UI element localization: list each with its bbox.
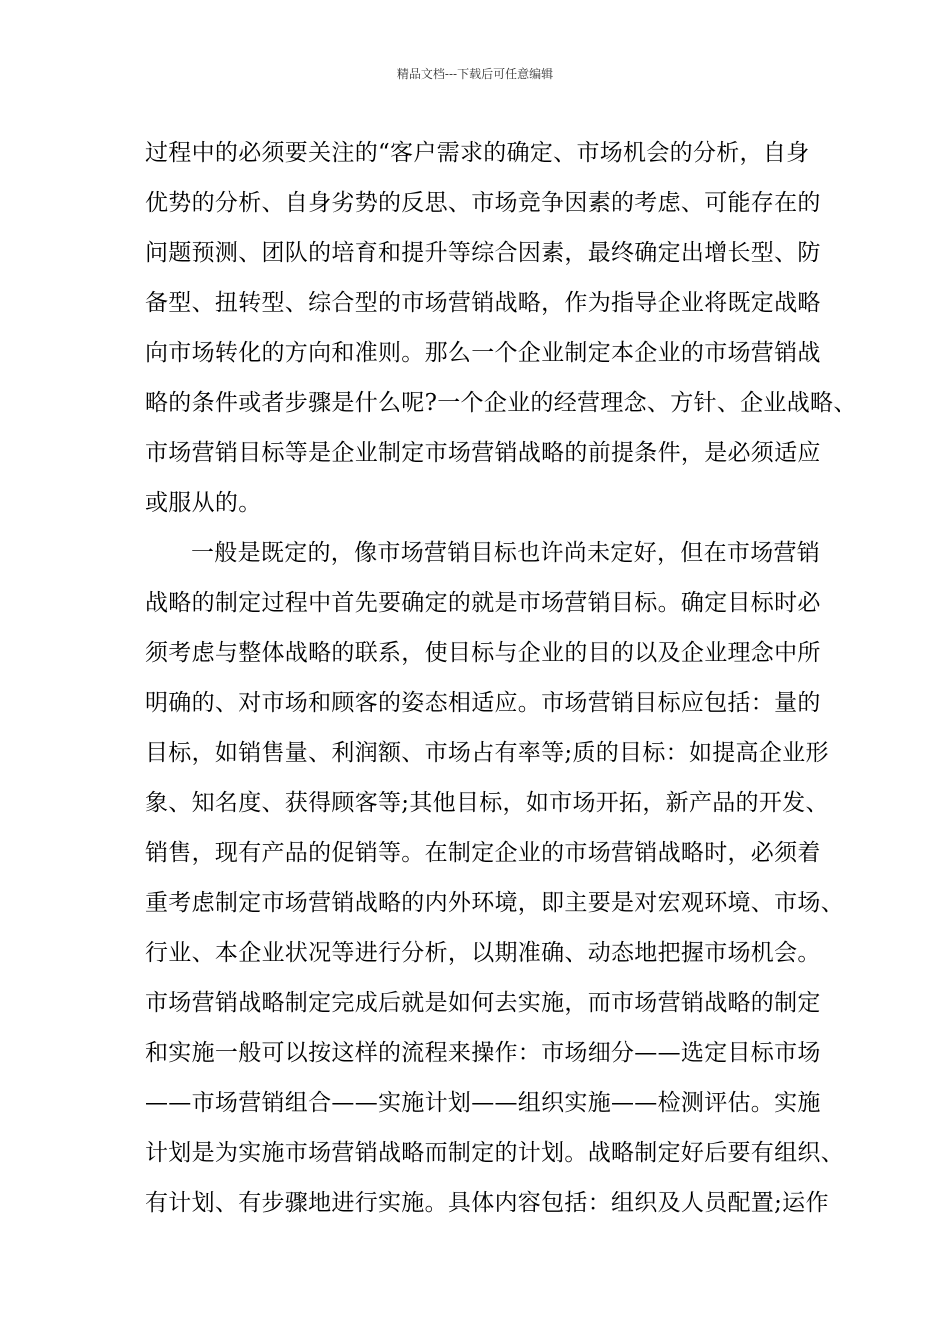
text-line: 战略的制定过程中首先要确定的就是市场营销目标。确定目标时必 bbox=[145, 590, 821, 616]
paragraph-2 bbox=[145, 533, 844, 1233]
text-line: 销售，现有产品的促销等。在制定企业的市场营销战略时，必须着 bbox=[145, 840, 821, 866]
text-line: 向市场转化的方向和准则。那么一个企业制定本企业的市场营销战 bbox=[145, 340, 821, 366]
document-body bbox=[145, 133, 857, 1233]
text-line: 目标，如销售量、利润额、市场占有率等;质的目标：如提高企业形 bbox=[145, 740, 829, 766]
page-header: 精品文档---下载后可任意编辑 bbox=[396, 67, 554, 81]
text-line: 计划是为实施市场营销战略而制定的计划。战略制定好后要有组织、 bbox=[145, 1140, 844, 1166]
text-line: 一般是既定的，像市场营销目标也许尚未定好，但在市场营销 bbox=[191, 540, 821, 566]
text-line: 略的条件或者步骤是什么呢?一个企业的经营理念、方针、企业战略、 bbox=[145, 390, 857, 416]
text-line: 重考虑制定市场营销战略的内外环境，即主要是对宏观环境、市场、 bbox=[145, 890, 844, 916]
paragraph-1 bbox=[145, 133, 857, 533]
text-line: 问题预测、团队的培育和提升等综合因素，最终确定出增长型、防 bbox=[145, 240, 821, 266]
text-line: ——市场营销组合——实施计划——组织实施——检测评估。实施 bbox=[145, 1090, 821, 1116]
text-line: 明确的、对市场和顾客的姿态相适应。市场营销目标应包括：量的 bbox=[145, 690, 821, 716]
text-line: 市场营销战略制定完成后就是如何去实施，而市场营销战略的制定 bbox=[145, 990, 821, 1016]
text-line: 优势的分析、自身劣势的反思、市场竞争因素的考虑、可能存在的 bbox=[145, 190, 821, 216]
text-line: 和实施一般可以按这样的流程来操作：市场细分——选定目标市场 bbox=[145, 1040, 821, 1066]
text-line: 市场营销目标等是企业制定市场营销战略的前提条件，是必须适应 bbox=[145, 440, 821, 466]
text-line: 或服从的。 bbox=[145, 490, 262, 516]
text-line: 须考虑与整体战略的联系，使目标与企业的目的以及企业理念中所 bbox=[145, 640, 821, 666]
text-line: 有计划、有步骤地进行实施。具体内容包括：组织及人员配置;运作 bbox=[145, 1190, 829, 1216]
text-line: 备型、扭转型、综合型的市场营销战略，作为指导企业将既定战略 bbox=[145, 290, 821, 316]
text-line: 行业、本企业状况等进行分析，以期准确、动态地把握市场机会。 bbox=[145, 940, 821, 966]
text-line: 象、知名度、获得顾客等;其他目标，如市场开拓，新产品的开发、 bbox=[145, 790, 829, 816]
text-line: 过程中的必须要关注的“客户需求的确定、市场机会的分析，自身 bbox=[145, 140, 810, 166]
